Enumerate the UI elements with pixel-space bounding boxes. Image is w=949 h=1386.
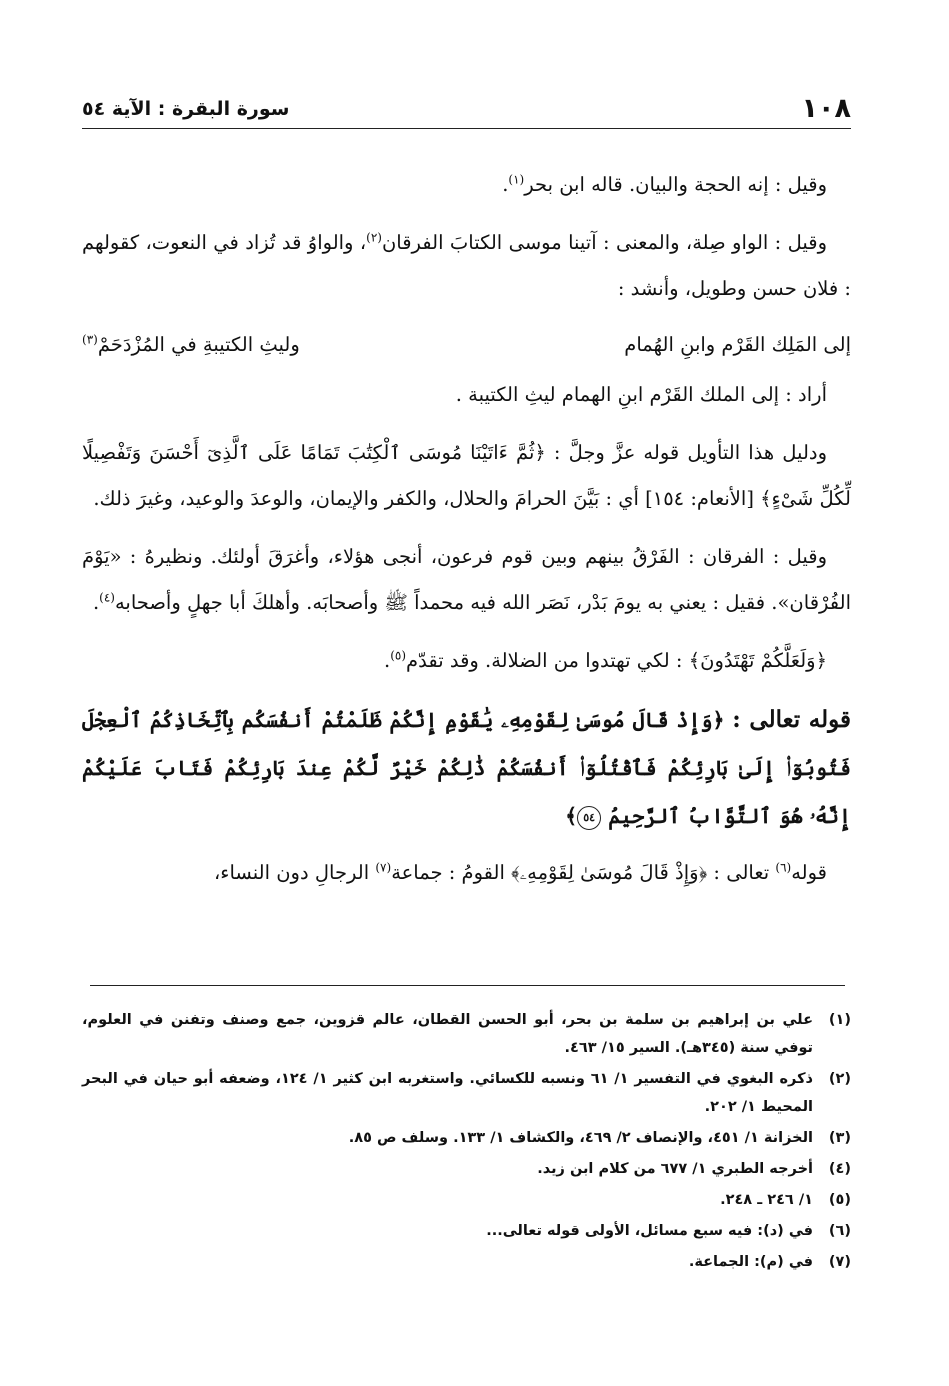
footnote-divider bbox=[90, 985, 845, 986]
page-number: ١٠٨ bbox=[801, 93, 851, 124]
footnote bbox=[82, 1186, 851, 1214]
footnote-ref-1[interactable]: (١) bbox=[508, 172, 525, 187]
footnote-ref-3[interactable]: (٣) bbox=[82, 332, 98, 347]
paragraph-1 bbox=[82, 162, 851, 208]
paragraph-text: ودليل هذا التأويل قوله عزَّ وجلَّ : bbox=[553, 441, 827, 464]
paragraph-text: [الأنعام: ١٥٤] أي : بَيَّنَ الحرامَ والحلال، والكفر والإيمان، والوعدَ والوعيد، وغيرَ ذلك. bbox=[93, 487, 754, 510]
paragraph-text: قوله bbox=[791, 861, 827, 884]
footnote-text: الخزانة ١/ ٤٥١، والإنصاف ٢/ ٤٦٩، والكشاف ١/ ١٣٣. وسلف ص ٨٥. bbox=[348, 1130, 813, 1146]
verse-hemistich-1: إلى المَلِك القَرْم وابنِ الهُمام bbox=[624, 333, 851, 356]
quran-quote: ﴿وَإِذْ قَالَ مُوسَىٰ لِقَوْمِهِۦ﴾ bbox=[511, 861, 708, 884]
footnote-ref-4[interactable]: (٤) bbox=[99, 590, 115, 605]
paragraph-text: القومُ : جماعة bbox=[391, 861, 505, 884]
footnote-text: ذكره البغوي في التفسير ١/ ٦١ ونسبه للكسائي. واستغربه ابن كثير ١/ ١٢٤، وضعفه أبو حيان في البحر المحيط ١/ ٢٠٢. bbox=[82, 1071, 813, 1115]
paragraph-end: . bbox=[384, 649, 391, 672]
paragraph-end: . bbox=[92, 591, 100, 614]
qawluh-heading: قوله تعالى : bbox=[732, 706, 851, 733]
paragraph-2 bbox=[82, 220, 851, 312]
paragraph-7 bbox=[82, 850, 851, 896]
paragraph-text: وقيل : الفرقان : الفَرْقُ بينهم وبين قوم فرعون، أنجى هؤلاء، وأغرَقَ أولئك. ونظيرهُ : «يَوْمَ الفُرْقان». فقيل : يعني به يومَ بَدْر، نَصَر الله فيه محمداً ﷺ وأصحابَه. وأهلكَ أبا جهلٍ وأصحابه bbox=[82, 545, 851, 614]
main-text bbox=[82, 162, 851, 908]
poetry-verse bbox=[82, 324, 851, 366]
footnote-ref-6[interactable]: (٦) bbox=[775, 860, 792, 875]
footnote-ref-5[interactable]: (٥) bbox=[390, 648, 407, 663]
footnote bbox=[82, 1006, 851, 1062]
page-header bbox=[82, 90, 851, 129]
footnote-text: أخرجه الطبري ١/ ٦٧٧ من كلام ابن زيد. bbox=[537, 1161, 813, 1177]
footnote-number: (٤) bbox=[828, 1161, 851, 1177]
footnote-number: (٥) bbox=[828, 1192, 851, 1208]
paragraph-3 bbox=[82, 372, 851, 418]
footnote-number: (٧) bbox=[828, 1254, 851, 1270]
footnote bbox=[82, 1217, 851, 1245]
paragraph-text: وقيل : إنه الحجة والبيان. قاله ابن بحر bbox=[524, 173, 827, 196]
quran-quote: ﴿وَلَعَلَّكُمْ تَهْتَدُونَ﴾ bbox=[688, 649, 827, 672]
footnote-text: في (د): فيه سبع مسائل، الأولى قوله تعالى... bbox=[486, 1223, 813, 1239]
paragraph-text: أراد : إلى الملك القَرْم ابنِ الهمام ليثِ الكتيبة . bbox=[455, 383, 827, 406]
paragraph-6 bbox=[82, 638, 851, 684]
paragraph-text: الرجالِ دون النساء، bbox=[214, 861, 370, 884]
footnote-number: (١) bbox=[828, 1012, 851, 1028]
footnote-text: ١/ ٢٤٦ ـ ٢٤٨. bbox=[720, 1192, 813, 1208]
footnote bbox=[82, 1155, 851, 1183]
footnote-ref-2[interactable]: (٢) bbox=[366, 230, 382, 245]
paragraph-5 bbox=[82, 534, 851, 626]
paragraph-text: وقيل : الواو صِلة، والمعنى : آتينا موسى الكتابَ الفرقان bbox=[381, 231, 828, 254]
footnote-text: في (م): الجماعة. bbox=[688, 1254, 813, 1270]
verse-hemistich-2 bbox=[82, 324, 300, 366]
footnote-text: علي بن إبراهيم بن سلمة بن بحر، أبو الحسن القطان، عالم قزوين، جمع وصنف وتفنن في العلوم، توفي سنة (٣٤٥هـ). السير ١٥/ ٤٦٣. bbox=[82, 1012, 813, 1056]
running-title: سورة البقرة : الآية ٥٤ bbox=[82, 98, 290, 120]
ayah-number-icon: ٥٤ bbox=[577, 806, 601, 830]
footnote-number: (٦) bbox=[828, 1223, 851, 1239]
ayah-block bbox=[82, 696, 851, 840]
paragraph-4 bbox=[82, 430, 851, 522]
paragraph-text: تعالى : bbox=[713, 861, 770, 884]
quran-quote: ﴿ثُمَّ ءَاتَيْنَا مُوسَى ٱلْكِتَٰبَ تَمَامًا عَلَى ٱلَّذِىٓ أَحْسَنَ وَتَفْصِيلًا لِّكُلِّ شَىْءٍ﴾ bbox=[82, 441, 851, 510]
paragraph-end: . bbox=[502, 173, 509, 196]
footnote-number: (٢) bbox=[828, 1071, 851, 1087]
paragraph-text: ، والواوُ قد تُزاد في النعوت، كقولهم : فلان حسن وطويل، وأنشد : bbox=[82, 231, 851, 300]
footnote-number: (٣) bbox=[828, 1130, 851, 1146]
footnotes bbox=[82, 1006, 851, 1279]
verse-text: وليثِ الكتيبةِ في المُزْدَحَمْ bbox=[97, 333, 300, 356]
footnote bbox=[82, 1248, 851, 1276]
paragraph-text: : لكي تهتدوا من الضلالة. وقد تقدّم bbox=[406, 649, 683, 672]
footnote bbox=[82, 1124, 851, 1152]
footnote-ref-7[interactable]: (٧) bbox=[375, 860, 392, 875]
footnote bbox=[82, 1065, 851, 1121]
ayah-close: ﴾ bbox=[565, 804, 578, 828]
ayah-text: ﴿وَإِذْ قَالَ مُوسَىٰ لِقَوْمِهِۦ يَٰقَوْمِ إِنَّكُمْ ظَلَمْتُمْ أَنفُسَكُم بِٱتِّخَاذِكُمُ ٱلْعِجْلَ فَتُوبُوٓا۟ إِلَىٰ بَارِئِكُمْ فَٱقْتُلُوٓا۟ أَنفُسَكُمْ ذَٰلِكُمْ خَيْرٌ لَّكُمْ عِندَ بَارِئِكُمْ فَتَابَ عَلَيْكُمْ إِنَّهُۥ هُوَ ٱلتَّوَّابُ ٱلرَّحِيمُ bbox=[82, 708, 851, 828]
